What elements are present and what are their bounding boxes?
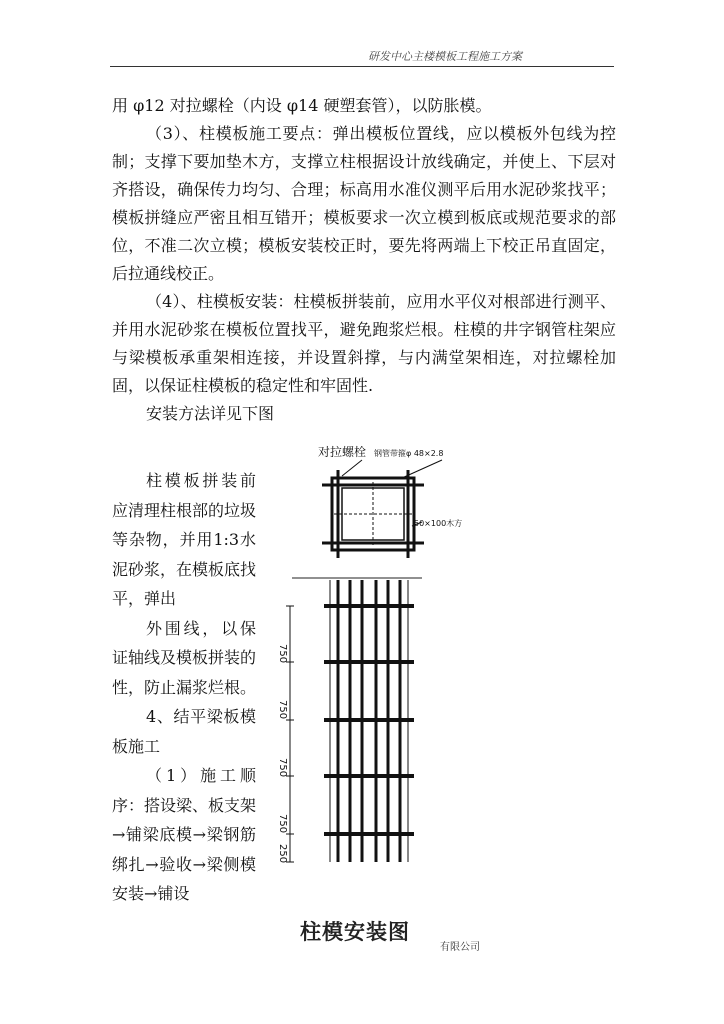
dim-label-1: 750 [277, 644, 288, 664]
side-paragraph-1: 柱模板拼装前应清理柱根部的垃圾等杂物，并用1:3水泥砂浆，在模板底找平，弹出 [112, 471, 257, 608]
column-formwork-figure [262, 430, 562, 950]
paragraph-4: 安装方法详见下图 [146, 404, 275, 423]
column-formwork-diagram [262, 430, 562, 950]
plan-view [322, 460, 442, 558]
side-paragraph-3: 4、结平梁板模板施工 [112, 707, 256, 756]
label-bolt: 对拉螺栓 [318, 445, 367, 459]
side-paragraph-4: （1）施工顺序：搭设梁、板支架→铺梁底模→梁钢筋绑扎→验收→梁侧模安装→铺设 [112, 766, 257, 903]
paragraph-2: （3）、柱模板施工要点：弹出模板位置线，应以模板外包线为控制；支撑下要加垫木方，支撑立柱根据设计放线确定，并使上、下层对齐搭设，确保传力均匀、合理；标高用水准仪测平后用水泥砂浆找平；模板拼缝应严密且相互错开；模板要求一次立模到板底或规范要求的部位，不准二次立模；模板安装校正时，要先将两端上下校正吊直固定，后拉通线校正。 [112, 124, 616, 283]
leader-bolt [342, 460, 362, 476]
paragraph-1: 用 φ12 对拉螺栓（内设 φ14 硬塑套管），以防胀模。 [112, 96, 492, 115]
label-tube: 钢管带箍φ 48×2.8 [374, 449, 444, 458]
side-text [112, 466, 256, 909]
figure-caption: 柱模安装图 [300, 920, 410, 944]
leader-tube [402, 460, 442, 478]
dim-label-2: 750 [277, 700, 288, 720]
dim-label-3: 750 [277, 758, 288, 778]
footer-company: 有限公司 [440, 942, 480, 953]
label-wood: 50×100木方 [414, 519, 463, 528]
header-title: 研发中心主楼模板工程施工方案 [368, 50, 522, 63]
dim-label-5: 250 [277, 844, 288, 864]
elevation-view [324, 580, 414, 862]
page-header [110, 44, 614, 67]
paragraph-3: （4）、柱模板安装：柱模板拼装前，应用水平仪对根部进行测平、并用水泥砂浆在模板位置找平，避免跑浆烂根。柱模的井字钢管柱架应与梁模板承重架相连接，并设置斜撑，与内满堂架相连，对拉螺栓加固，以保证柱模板的稳定性和牢固性. [112, 292, 616, 395]
dim-label-4: 750 [277, 814, 288, 834]
side-paragraph-2: 外围线，以保证轴线及模板拼装的性，防止漏浆烂根。 [112, 618, 257, 697]
